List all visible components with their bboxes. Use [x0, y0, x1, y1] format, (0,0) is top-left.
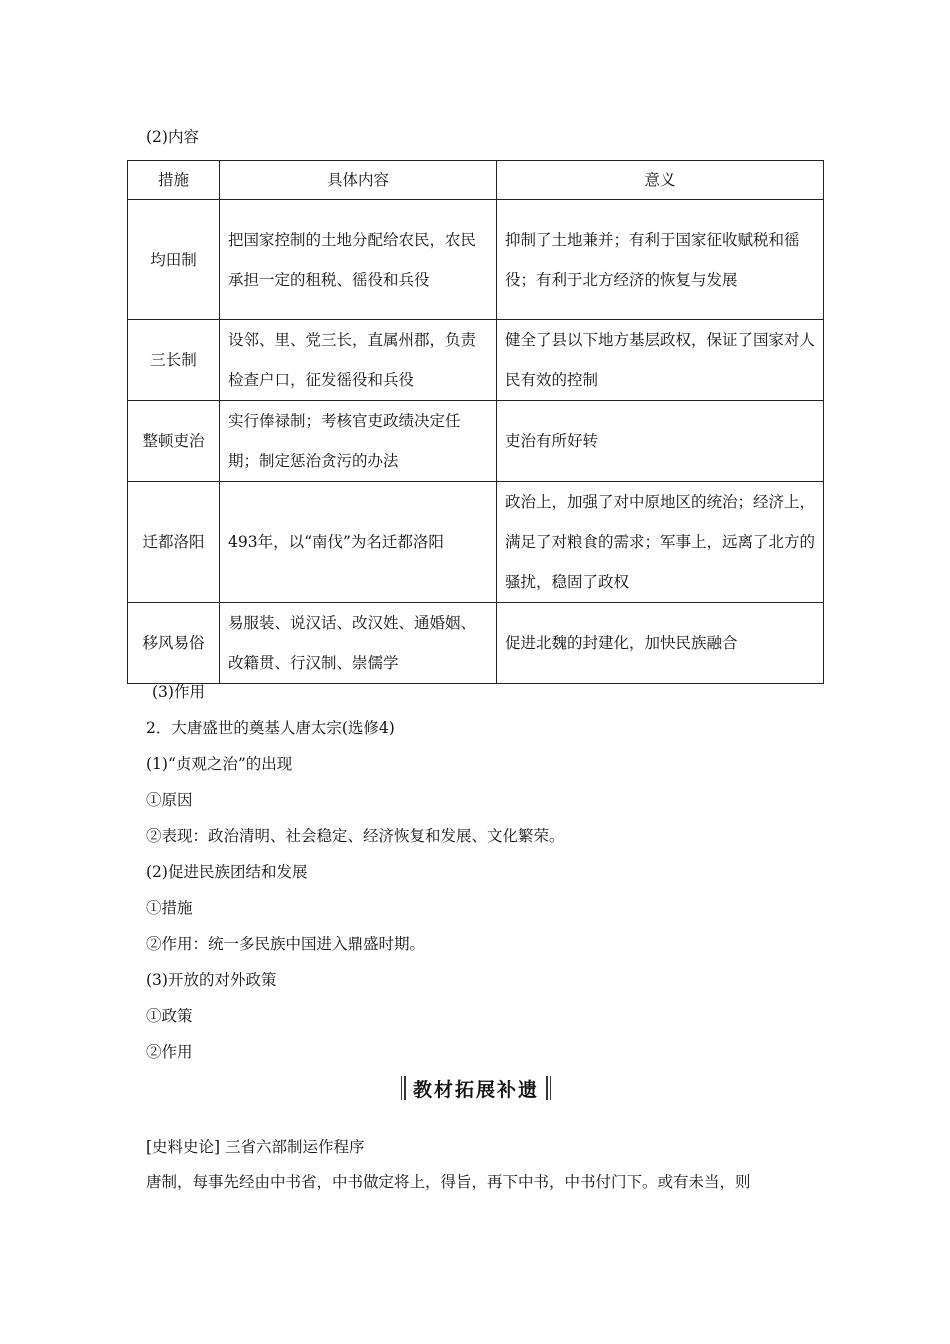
cell-content: 设邻、里、党三长，直属州郡，负责检查户口，征发徭役和兵役: [220, 320, 497, 401]
table-row: [128, 320, 824, 401]
banner-divider: [401, 1076, 402, 1100]
body-line: (1)“贞观之治”的出现: [146, 755, 293, 773]
cell-significance: 促进北魏的封建化，加快民族融合: [497, 603, 824, 684]
table-row: [128, 603, 824, 684]
section-heading-content: (2)内容: [146, 128, 199, 146]
cell-content: 把国家控制的土地分配给农民，农民承担一定的租税、徭役和兵役: [220, 200, 497, 320]
table-header-row: [128, 161, 824, 200]
cell-measure: 整顿吏治: [128, 401, 220, 482]
banner-divider: [546, 1076, 548, 1100]
body-line: 2．大唐盛世的奠基人唐太宗(选修4): [146, 719, 395, 737]
cell-measure: 均田制: [128, 200, 220, 320]
banner-title: 教材拓展补遗: [412, 1078, 539, 1101]
source-text: 唐制，每事先经由中书省，中书做定将上，得旨，再下中书，中书付门下。或有未当，则: [146, 1173, 751, 1191]
cell-content: 易服装、说汉话、改汉姓、通婚姻、改籍贯、行汉制、崇儒学: [220, 603, 497, 684]
body-line: (3)作用: [152, 683, 205, 701]
header-measure: 措施: [128, 161, 220, 200]
cell-measure: 三长制: [128, 320, 220, 401]
measures-table: [127, 160, 824, 684]
body-line: (3)开放的对外政策: [146, 971, 277, 989]
cell-content: 493年，以“南伐”为名迁都洛阳: [220, 482, 497, 603]
banner-divider: [550, 1076, 551, 1100]
cell-measure: 移风易俗: [128, 603, 220, 684]
source-heading: [史料史论] 三省六部制运作程序: [146, 1138, 365, 1156]
body-line: ②作用：统一多民族中国进入鼎盛时期。: [146, 935, 426, 953]
body-line: (2)促进民族团结和发展: [146, 863, 308, 881]
header-content: 具体内容: [220, 161, 497, 200]
cell-significance: 抑制了土地兼并；有利于国家征收赋税和徭役；有利于北方经济的恢复与发展: [497, 200, 824, 320]
table-row: [128, 200, 824, 320]
cell-content: 实行俸禄制；考核官吏政绩决定任期；制定惩治贪污的办法: [220, 401, 497, 482]
body-line: ①原因: [146, 791, 193, 809]
body-line: ②作用: [146, 1043, 193, 1061]
cell-significance: 健全了县以下地方基层政权，保证了国家对人民有效的控制: [497, 320, 824, 401]
body-line: ①政策: [146, 1007, 193, 1025]
table-row: [128, 401, 824, 482]
banner-divider: [404, 1076, 406, 1100]
header-significance: 意义: [497, 161, 824, 200]
cell-significance: 政治上，加强了对中原地区的统治；经济上，满足了对粮食的需求；军事上，远离了北方的骚扰，稳固了政权: [497, 482, 824, 603]
body-line: ①措施: [146, 899, 193, 917]
body-line: ②表现：政治清明、社会稳定、经济恢复和发展、文化繁荣。: [146, 827, 565, 845]
section-banner: [396, 1072, 556, 1104]
table-row: [128, 482, 824, 603]
cell-significance: 吏治有所好转: [497, 401, 824, 482]
cell-measure: 迁都洛阳: [128, 482, 220, 603]
